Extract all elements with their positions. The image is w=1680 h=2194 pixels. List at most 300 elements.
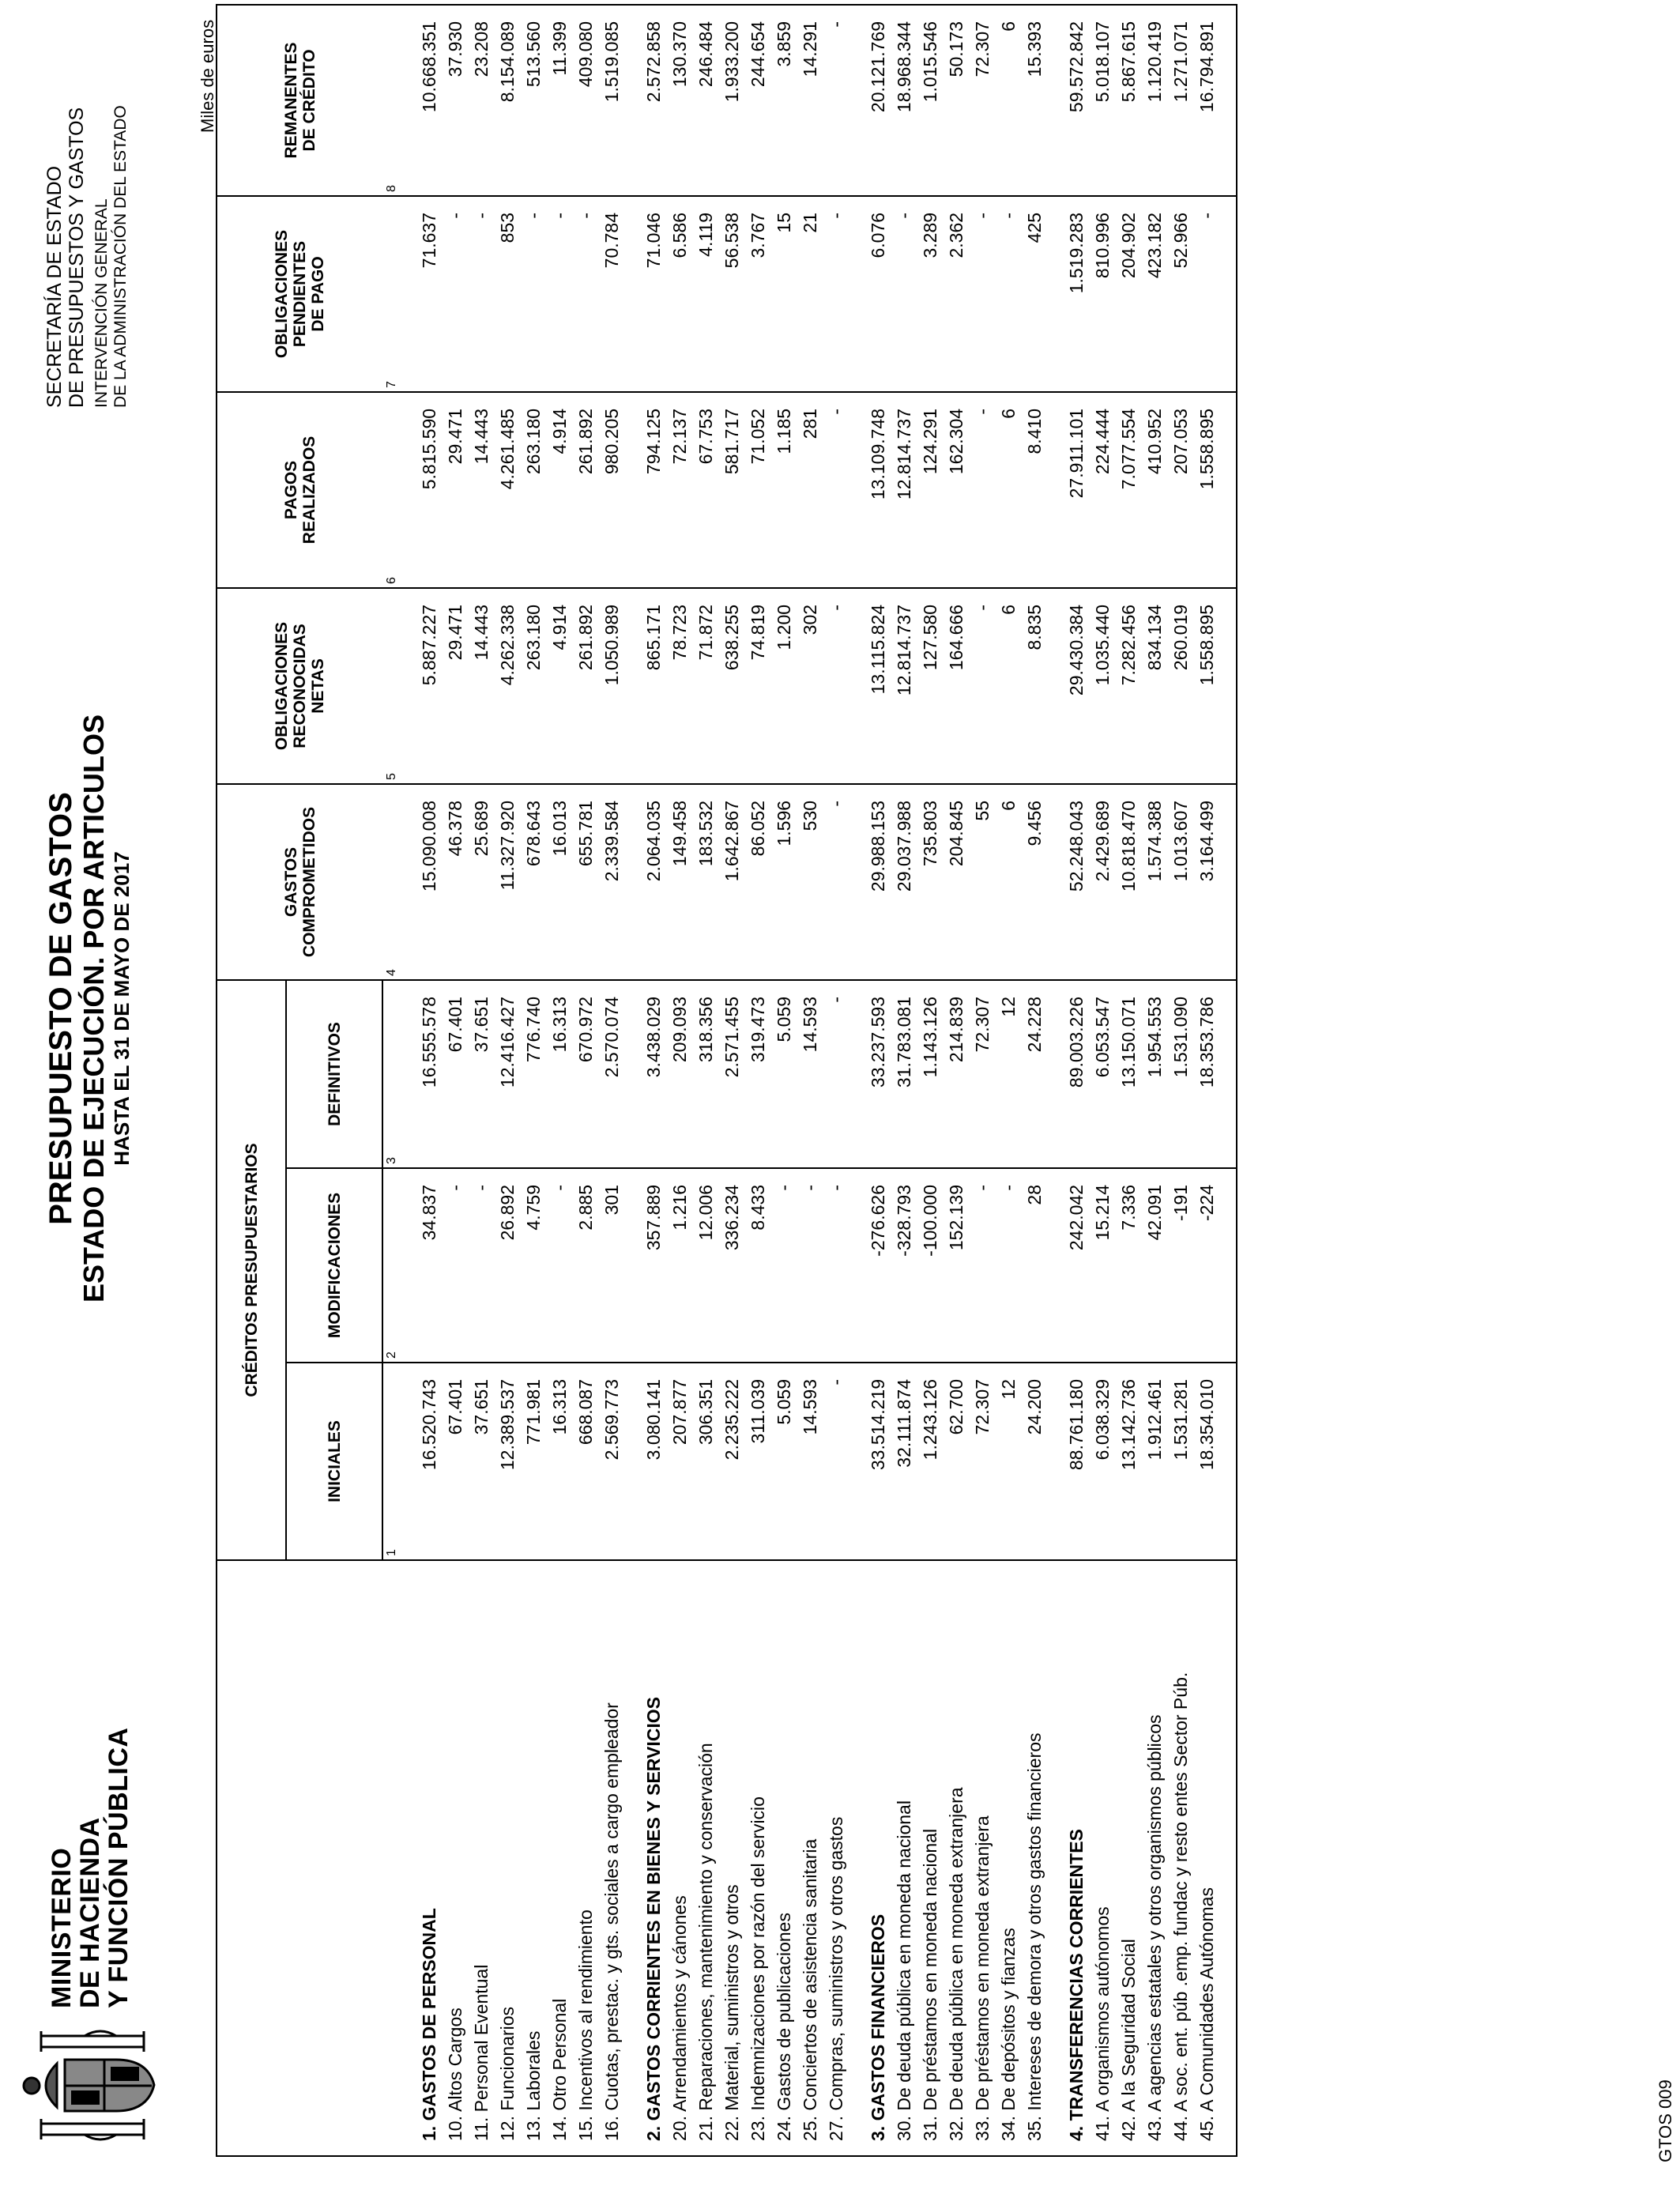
table-row-label: 16. Cuotas, prestac. y gts. sociales a cargo empleador [599, 1560, 625, 2156]
section-row-value: 16.520.743 [416, 1363, 443, 1560]
ministry-line: DE HACIENDA [75, 1817, 105, 2008]
table-row-value: 1.185 [771, 392, 797, 588]
column-number: 8 [382, 5, 401, 196]
table-row [771, 5, 797, 2156]
table-row-value: 1.558.895 [1194, 588, 1220, 784]
table-row-value: 7.077.554 [1116, 392, 1142, 588]
section-row-value: 33.514.219 [865, 1363, 891, 1560]
table-row-value: 162.304 [944, 392, 970, 588]
section-row-value: 52.248.043 [1064, 784, 1090, 980]
ministry-line: MINISTERIO [47, 1847, 77, 2008]
table-row-value: 29.471 [443, 392, 469, 588]
table-row-label: 35. Intereses de demora y otros gastos financieros [1022, 1560, 1048, 2156]
table-row-value: 1.015.546 [917, 5, 944, 196]
table-row-label: 11. Personal Eventual [469, 1560, 495, 2156]
table-row-value: 1.271.071 [1168, 5, 1194, 196]
table-row-value: 24.200 [1022, 1363, 1048, 1560]
table-row-value: 9.456 [1022, 784, 1048, 980]
table-row-label: 15. Incentivos al rendimiento [573, 1560, 599, 2156]
table-row-value: 15.214 [1090, 1168, 1116, 1363]
table-row-value: - [823, 5, 849, 196]
section-row-value: -276.626 [865, 1168, 891, 1363]
table-row-value: 15 [771, 196, 797, 392]
table-row-value: 5.059 [771, 1363, 797, 1560]
section-row-value: 71.046 [641, 196, 667, 392]
table-row-value: 3.164.499 [1194, 784, 1220, 980]
header-line: OBLIGACIONES [273, 621, 291, 751]
table-row-label: 13. Laborales [521, 1560, 547, 2156]
table-row-value: 581.717 [719, 392, 745, 588]
table-row-value: 4.262.338 [495, 588, 521, 784]
table-row-value: 74.819 [745, 588, 771, 784]
table-row [1116, 5, 1142, 2156]
spacer-cell [849, 5, 865, 196]
table-row-label: 25. Conciertos de asistencia sanitaria [797, 1560, 823, 2156]
section-row-value: 2.064.035 [641, 784, 667, 980]
table-row-value: 2.235.222 [719, 1363, 745, 1560]
definitivos-header: DEFINITIVOS [286, 980, 382, 1168]
table-row-value: 26.892 [495, 1168, 521, 1363]
table-row-value: 18.354.010 [1194, 1363, 1220, 1560]
table-row-value: 6.586 [667, 196, 693, 392]
table-row [823, 5, 849, 2156]
table-row-value: 32.111.874 [891, 1363, 917, 1560]
table-row-value: 771.981 [521, 1363, 547, 1560]
table-row [667, 5, 693, 2156]
table-row-value: - [443, 196, 469, 392]
table-row-value: 261.892 [573, 392, 599, 588]
table-row-value: 670.972 [573, 980, 599, 1168]
units-label: Miles de euros [198, 19, 217, 133]
table-row [970, 5, 996, 2156]
table-row-value: 263.180 [521, 392, 547, 588]
table-row-label: 22. Material, suministros y otros [719, 1560, 745, 2156]
table-row-value: 1.642.867 [719, 784, 745, 980]
section-row [865, 5, 891, 2156]
table-row-value: 2.570.074 [599, 980, 625, 1168]
table-row-value: 319.473 [745, 980, 771, 1168]
section-row-value: 13.115.824 [865, 588, 891, 784]
table-row-value: 246.484 [693, 5, 719, 196]
table-row-value: 31.783.081 [891, 980, 917, 1168]
table-row [891, 5, 917, 2156]
iniciales-header: INICIALES [286, 1363, 382, 1560]
table-row-value: 13.142.736 [1116, 1363, 1142, 1560]
section-row-label: 3. GASTOS FINANCIEROS [865, 1560, 891, 2156]
section-row-value: 5.887.227 [416, 588, 443, 784]
section-row-value: 357.889 [641, 1168, 667, 1363]
spacer-cell [1220, 392, 1237, 588]
table-row-value: 336.234 [719, 1168, 745, 1363]
spacer-cell [1048, 1168, 1064, 1363]
column-number: 7 [382, 196, 401, 392]
spacer-cell [849, 196, 865, 392]
table-row-value: 130.370 [667, 5, 693, 196]
table-row-value: 71.052 [745, 392, 771, 588]
table-row-value: - [1194, 196, 1220, 392]
table-row-value: 3.859 [771, 5, 797, 196]
table-row-value: 5.059 [771, 980, 797, 1168]
table-row-value: 28 [1022, 1168, 1048, 1363]
spacer-cell [1048, 5, 1064, 196]
table-row-value: - [970, 392, 996, 588]
table-row-label: 10. Altos Cargos [443, 1560, 469, 2156]
table-row-value: 638.255 [719, 588, 745, 784]
table-row-value: 4.261.485 [495, 392, 521, 588]
table-row-value: 12.416.427 [495, 980, 521, 1168]
table-row-value: 204.902 [1116, 196, 1142, 392]
column-number: 4 [382, 784, 401, 980]
section-row-value: 242.042 [1064, 1168, 1090, 1363]
header-line: PAGOS [281, 460, 300, 520]
spacer-cell [625, 5, 641, 196]
table-row-value: 224.444 [1090, 392, 1116, 588]
table-row-value: -191 [1168, 1168, 1194, 1363]
table-row-value: 1.243.126 [917, 1363, 944, 1560]
form-code: GTOS 009 [1656, 2079, 1675, 2162]
header-line: REALIZADOS [299, 435, 318, 545]
table-row-value: 127.580 [917, 588, 944, 784]
table-row-value: 13.150.071 [1116, 980, 1142, 1168]
table-row [1022, 5, 1048, 2156]
report-subtitle: ESTADO DE EJECUCIÓN. POR ARTICULOS [77, 714, 110, 1303]
spacer-row [849, 5, 865, 2156]
table-row-value: - [891, 196, 917, 392]
table-row-value: 149.458 [667, 784, 693, 980]
column-number [382, 1560, 401, 2156]
secretaria-line: SECRETARÍA DE ESTADO [43, 165, 66, 408]
table-row [996, 5, 1022, 2156]
section-row-value: 71.637 [416, 196, 443, 392]
table-row-value: 263.180 [521, 588, 547, 784]
table-row-label: 45. A Comunidades Autónomas [1194, 1560, 1220, 2156]
table-row-value: 853 [495, 196, 521, 392]
section-row-value: 29.430.384 [1064, 588, 1090, 784]
table-row-value: 37.651 [469, 1363, 495, 1560]
table-row-value: 15.393 [1022, 5, 1048, 196]
table-row-value: 301 [599, 1168, 625, 1363]
spacer-cell [625, 784, 641, 980]
table-row-value: 1.954.553 [1142, 980, 1168, 1168]
table-row-label: 31. De préstamos en moneda nacional [917, 1560, 944, 2156]
section-row-value: 34.837 [416, 1168, 443, 1363]
table-row-value: - [823, 196, 849, 392]
table-row-value: 5.018.107 [1090, 5, 1116, 196]
table-row-label: 30. De deuda pública en moneda nacional [891, 1560, 917, 2156]
table-row-value: 2.362 [944, 196, 970, 392]
spacer-cell [401, 784, 416, 980]
section-row-value: 59.572.842 [1064, 5, 1090, 196]
report-date: HASTA EL 31 DE MAYO DE 2017 [110, 851, 134, 1166]
spacer-cell [401, 1168, 416, 1363]
table-row-value: 25.689 [469, 784, 495, 980]
table-row-value: 12.814.737 [891, 392, 917, 588]
table-row-value: 2.569.773 [599, 1363, 625, 1560]
table-row-value: 1.519.085 [599, 5, 625, 196]
table-row [797, 5, 823, 2156]
spacer-row [1048, 5, 1064, 2156]
table-row-value: -100.000 [917, 1168, 944, 1363]
table-row-value: 1.216 [667, 1168, 693, 1363]
table-row [573, 5, 599, 2156]
table-row-value: 10.818.470 [1116, 784, 1142, 980]
table-row [917, 5, 944, 2156]
section-row [641, 5, 667, 2156]
section-row-value: 2.572.858 [641, 5, 667, 196]
spacer-cell [401, 1560, 416, 2156]
table-row-value: 56.538 [719, 196, 745, 392]
table-row-value: - [996, 196, 1022, 392]
table-row-label: 42. A la Seguridad Social [1116, 1560, 1142, 2156]
budget-table [216, 4, 1237, 2157]
header-line: COMPROMETIDOS [299, 806, 318, 958]
header-line: GASTOS [281, 846, 300, 918]
spacer-cell [625, 392, 641, 588]
spacer-cell [1220, 784, 1237, 980]
section-row-value: 3.438.029 [641, 980, 667, 1168]
table-row-value: - [823, 784, 849, 980]
spacer-cell [1048, 392, 1064, 588]
table-row-value: - [970, 588, 996, 784]
spacer-cell [849, 980, 865, 1168]
table-row-value: 3.289 [917, 196, 944, 392]
spacer-cell [1220, 5, 1237, 196]
section-row-value: 13.109.748 [865, 392, 891, 588]
header-line: NETAS [309, 658, 327, 714]
table-row-value: 183.532 [693, 784, 719, 980]
column-number: 1 [382, 1363, 401, 1560]
ministry-line: Y FUNCIÓN PÚBLICA [104, 1727, 134, 2008]
table-row-value: 5.867.615 [1116, 5, 1142, 196]
table-row-value: 7.282.456 [1116, 588, 1142, 784]
table-row-value: 16.013 [547, 784, 573, 980]
table-row-value: 209.093 [667, 980, 693, 1168]
table-row-value: 7.336 [1116, 1168, 1142, 1363]
table-row-label: 23. Indemnizaciones por razón del servicio [745, 1560, 771, 2156]
spacer-cell [1220, 980, 1237, 1168]
table-row-value: 67.753 [693, 392, 719, 588]
spacer-cell [1220, 1560, 1237, 2156]
table-row-value: - [547, 196, 573, 392]
table-row-value: 318.356 [693, 980, 719, 1168]
spacer-cell [401, 980, 416, 1168]
column-number: 5 [382, 588, 401, 784]
spacer-cell [1048, 1363, 1064, 1560]
table-row-value: 6 [996, 784, 1022, 980]
table-row-value: 513.560 [521, 5, 547, 196]
modificaciones-header: MODIFICACIONES [286, 1168, 382, 1363]
pendientes-header [217, 196, 382, 392]
table-row-value: -224 [1194, 1168, 1220, 1363]
table-row-value: 311.039 [745, 1363, 771, 1560]
secretaria-block [43, 105, 130, 408]
table-row-value: 12.814.737 [891, 588, 917, 784]
table-row-label: 24. Gastos de publicaciones [771, 1560, 797, 2156]
table-row-value: 62.700 [944, 1363, 970, 1560]
table-row [521, 5, 547, 2156]
table-row-value: 8.410 [1022, 392, 1048, 588]
table-row-value: 14.593 [797, 1363, 823, 1560]
section-row-value: 865.171 [641, 588, 667, 784]
spacer-cell [1220, 588, 1237, 784]
section-row-value: 89.003.226 [1064, 980, 1090, 1168]
table-row-value: 16.313 [547, 1363, 573, 1560]
spacer-cell [1048, 784, 1064, 980]
section-row-value: 10.668.351 [416, 5, 443, 196]
table-row-value: 14.443 [469, 588, 495, 784]
table-row-value: - [823, 1363, 849, 1560]
spacer-cell [625, 588, 641, 784]
table-row [469, 5, 495, 2156]
section-row [1064, 5, 1090, 2156]
table-row-value: 678.643 [521, 784, 547, 980]
secretaria-line: DE PRESUPUESTOS Y GASTOS [66, 107, 88, 408]
table-row-label: 21. Reparaciones, mantenimiento y conservación [693, 1560, 719, 2156]
table-row [944, 5, 970, 2156]
table-row-value: 2.339.584 [599, 784, 625, 980]
table-row-label: 20. Arrendamientos y cánones [667, 1560, 693, 2156]
table-row-value: - [797, 1168, 823, 1363]
table-row-value: 1.558.895 [1194, 392, 1220, 588]
table-row [693, 5, 719, 2156]
table-row-value: - [996, 1168, 1022, 1363]
table-row-value: 261.892 [573, 588, 599, 784]
spacer-cell [401, 5, 416, 196]
table-row-value: - [469, 196, 495, 392]
table-row [745, 5, 771, 2156]
table-row [1194, 5, 1220, 2156]
table-row-label: 14. Otro Personal [547, 1560, 573, 2156]
spacer-cell [1220, 196, 1237, 392]
table-row-value: 46.378 [443, 784, 469, 980]
spacer-cell [625, 1168, 641, 1363]
spacer-cell [401, 1363, 416, 1560]
intervencion-line: DE LA ADMINISTRACIÓN DEL ESTADO [111, 105, 130, 408]
table-row-value: 244.654 [745, 5, 771, 196]
table-row-value: 16.794.891 [1194, 5, 1220, 196]
report-title-block [43, 653, 134, 1364]
spacer-row [401, 5, 416, 2156]
table-row-value: 260.019 [1168, 588, 1194, 784]
spacer-cell [849, 1560, 865, 2156]
spacer-cell [849, 392, 865, 588]
table-row-label: 44. A soc. ent. púb .emp. fundac y resto entes Sector Púb. [1168, 1560, 1194, 2156]
table-row-value: 24.228 [1022, 980, 1048, 1168]
table-row-value: 207.877 [667, 1363, 693, 1560]
table-row [599, 5, 625, 2156]
table-row-value: 6 [996, 392, 1022, 588]
section-row-value: 1.519.283 [1064, 196, 1090, 392]
section-row-value: 16.555.578 [416, 980, 443, 1168]
table-row-value: 72.137 [667, 392, 693, 588]
header-line: DE PAGO [309, 256, 327, 332]
remanentes-header [217, 5, 382, 196]
table-row-value: 410.952 [1142, 392, 1168, 588]
table-row-value: 12.389.537 [495, 1363, 521, 1560]
table-row-value: 1.120.419 [1142, 5, 1168, 196]
table-row [547, 5, 573, 2156]
table-row-value: 12 [996, 1363, 1022, 1560]
table-row-value: 50.173 [944, 5, 970, 196]
table-row-value: 72.307 [970, 1363, 996, 1560]
table-row-value: 1.933.200 [719, 5, 745, 196]
table-row-value: 29.037.988 [891, 784, 917, 980]
table-row-value: 8.835 [1022, 588, 1048, 784]
spacer-cell [625, 1560, 641, 2156]
table-row-label: 41. A organismos autónomos [1090, 1560, 1116, 2156]
table-row-value: 86.052 [745, 784, 771, 980]
column-number: 3 [382, 980, 401, 1168]
table-row-value: 78.723 [667, 588, 693, 784]
spacer-cell [625, 196, 641, 392]
table-row-value: 11.399 [547, 5, 573, 196]
table-row-value: 18.968.344 [891, 5, 917, 196]
table-row-label: 12. Funcionarios [495, 1560, 521, 2156]
section-row-label: 1. GASTOS DE PERSONAL [416, 1560, 443, 2156]
table-row-value: 29.471 [443, 588, 469, 784]
section-row-value: 27.911.101 [1064, 392, 1090, 588]
column-number: 6 [382, 392, 401, 588]
table-row-value: 6.038.329 [1090, 1363, 1116, 1560]
section-row-value: 29.988.153 [865, 784, 891, 980]
table-row-value: 668.087 [573, 1363, 599, 1560]
table-row-value: 52.966 [1168, 196, 1194, 392]
table-row-value: 14.291 [797, 5, 823, 196]
ministry-name [47, 1728, 133, 2008]
table-row-value: 2.571.455 [719, 980, 745, 1168]
table-row-value: 18.353.786 [1194, 980, 1220, 1168]
table-row-value: 14.593 [797, 980, 823, 1168]
table-row-value: 214.839 [944, 980, 970, 1168]
table-row [495, 5, 521, 2156]
table-row-value: 423.182 [1142, 196, 1168, 392]
table-row-value: 409.080 [573, 5, 599, 196]
header-line: OBLIGACIONES [273, 229, 291, 359]
table-row-value: 6.053.547 [1090, 980, 1116, 1168]
description-header [217, 1560, 382, 2156]
table-row-value: 21 [797, 196, 823, 392]
table-row-value: 735.803 [917, 784, 944, 980]
table-row-value: 3.767 [745, 196, 771, 392]
table-row-value: 70.784 [599, 196, 625, 392]
section-row-value: 15.090.008 [416, 784, 443, 980]
table-row-value: 306.351 [693, 1363, 719, 1560]
table-row-value: 72.307 [970, 5, 996, 196]
section-row-value: 88.761.180 [1064, 1363, 1090, 1560]
spacer-cell [625, 1363, 641, 1560]
table-row-value: 23.208 [469, 5, 495, 196]
table-row-value: 67.401 [443, 980, 469, 1168]
table-row-value: 1.596 [771, 784, 797, 980]
table-row-value: 124.291 [917, 392, 944, 588]
table-row-value: 37.930 [443, 5, 469, 196]
table-row-value: 6 [996, 588, 1022, 784]
table-row-value: 2.885 [573, 1168, 599, 1363]
table-row-value: 1.200 [771, 588, 797, 784]
table-row-label: 32. De deuda pública en moneda extranjera [944, 1560, 970, 2156]
table-row-value: 1.531.281 [1168, 1363, 1194, 1560]
table-row-value: 1.013.607 [1168, 784, 1194, 980]
table-row-label: 43. A agencias estatales y otros organismos públicos [1142, 1560, 1168, 2156]
section-row-value: 33.237.593 [865, 980, 891, 1168]
table-row-value: 1.531.090 [1168, 980, 1194, 1168]
table-row [443, 5, 469, 2156]
spacer-cell [849, 784, 865, 980]
spacer-row [625, 5, 641, 2156]
spacer-cell [1048, 1560, 1064, 2156]
spacer-cell [1048, 196, 1064, 392]
table-row-value: 530 [797, 784, 823, 980]
